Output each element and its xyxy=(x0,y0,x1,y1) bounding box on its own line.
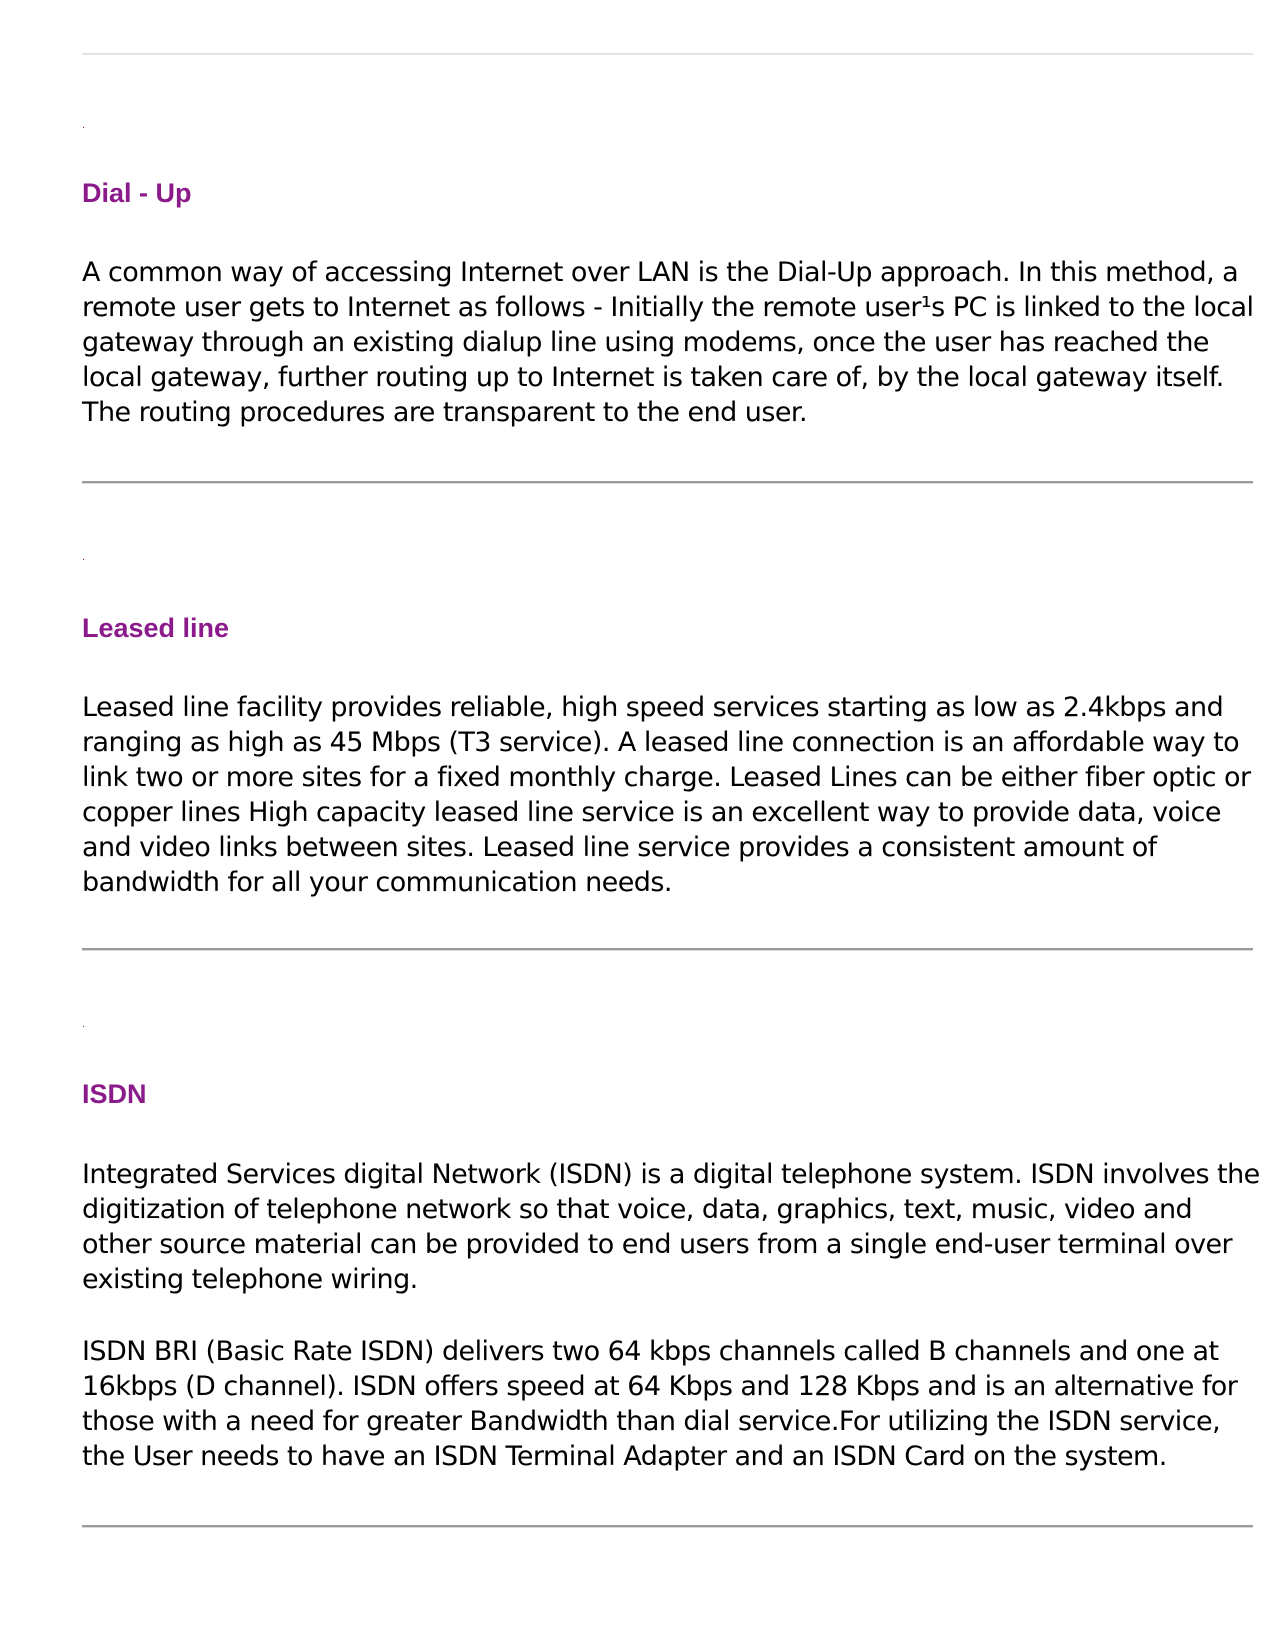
section-marker: . xyxy=(82,120,86,131)
section-paragraph: ISDN BRI (Basic Rate ISDN) delivers two 64 kbps channels called B channels and one at 16kbps (D channel). ISDN offers speed at 64 Kbps and 128 Kbps and is an alternative for those with a need for greater Bandwidth than dial service.For utilizing the ISDN service, the User needs to have an ISDN Terminal Adapter and an ISDN Card on the system. xyxy=(82,1336,1238,1472)
section-paragraph: Integrated Services digital Network (ISDN) is a digital telephone system. ISDN involves the digitization of telephone network so that voice, data, graphics, text, music, video and other source material can be provided to end users from a single end-user terminal over existing telephone wiring. xyxy=(82,1159,1260,1295)
section-divider xyxy=(82,948,1253,951)
section-divider xyxy=(82,1525,1253,1528)
section-heading-isdn: ISDN xyxy=(82,1079,147,1109)
section-marker: . xyxy=(82,1019,86,1030)
section-paragraph: Leased line facility provides reliable, high speed services starting as low as 2.4kbps and ranging as high as 45 Mbps (T3 service). A leased line connection is an affordable way to link two or more sites for a fixed monthly charge. Leased Lines can be either fiber optic or copper lines High capacity leased line service is an excellent way to provide data, voice and video links between sites. Leased line service provides a consistent amount of bandwidth for all your communication needs. xyxy=(82,692,1251,898)
section-marker: . xyxy=(82,552,86,563)
section-heading-dial-up: Dial - Up xyxy=(82,178,192,208)
section-paragraph: A common way of accessing Internet over LAN is the Dial-Up approach. In this method, a remote user gets to Internet as follows - Initially the remote user¹s PC is linked to the local gateway through an existing dialup line using modems, once the user has reached the local gateway, further routing up to Internet is taken care of, by the local gateway itself. The routing procedures are transparent to the end user. xyxy=(82,257,1254,428)
top-divider xyxy=(82,53,1253,55)
section-heading-leased-line: Leased line xyxy=(82,613,230,643)
section-divider xyxy=(82,481,1253,484)
